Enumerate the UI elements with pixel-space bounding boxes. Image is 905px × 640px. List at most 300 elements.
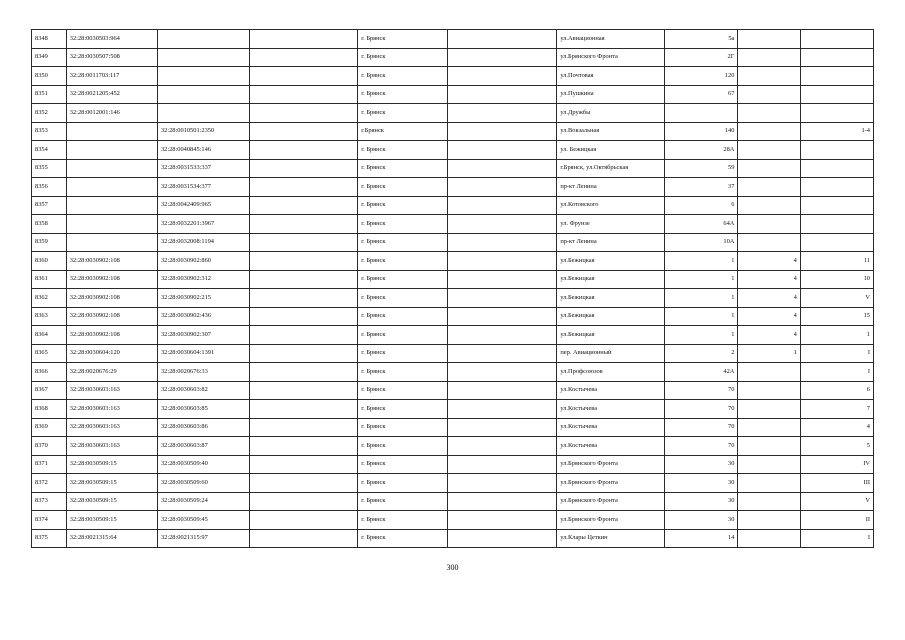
street-cell: ул.Брянского Фронта [557,455,665,474]
building-number-cell [738,381,800,400]
house-number-cell: 30 [665,474,738,493]
cadastral-number-object-cell: 32:28:0032008:1194 [157,233,249,252]
street-cell: ул.Костычева [557,437,665,456]
cadastral-number-parcel-cell [66,159,157,178]
table-row [32,492,874,511]
cadastral-number-parcel-cell: 32:28:0011703:117 [66,67,157,86]
registry-table [31,29,874,548]
city-cell: г. Брянск [358,437,448,456]
house-number-cell: 1 [665,252,738,271]
street-cell: ул.Клары Цеткин [557,529,665,548]
col-empty-b-cell [448,252,557,271]
city-cell: г. Брянск [358,326,448,345]
col-empty-a-cell [250,437,358,456]
city-cell: г. Брянск [358,289,448,308]
city-cell: г. Брянск [358,418,448,437]
building-number-cell [738,233,800,252]
city-cell: г. Брянск [358,104,448,123]
street-cell: ул.Котовского [557,196,665,215]
city-cell: г. Брянск [358,215,448,234]
row-number-cell: 8348 [32,30,67,49]
apartment-number-cell: 1-4 [800,122,873,141]
cadastral-number-object-cell: 32:28:0030509:60 [157,474,249,493]
city-cell: г. Брянск [358,196,448,215]
table-row [32,233,874,252]
building-number-cell [738,85,800,104]
cadastral-number-object-cell [157,67,249,86]
cadastral-number-object-cell: 32:28:0030902:860 [157,252,249,271]
col-empty-b-cell [448,196,557,215]
table-row [32,270,874,289]
table-row [32,289,874,308]
cadastral-number-object-cell: 32:28:0030902:312 [157,270,249,289]
cadastral-number-object-cell: 32:28:0030603:82 [157,381,249,400]
city-cell: г. Брянск [358,270,448,289]
row-number-cell: 8363 [32,307,67,326]
col-empty-a-cell [250,159,358,178]
table-row [32,363,874,382]
col-empty-b-cell [448,400,557,419]
building-number-cell [738,215,800,234]
col-empty-b-cell [448,529,557,548]
col-empty-a-cell [250,400,358,419]
col-empty-a-cell [250,307,358,326]
col-empty-a-cell [250,344,358,363]
col-empty-a-cell [250,215,358,234]
cadastral-number-parcel-cell: 32:28:0030902:108 [66,289,157,308]
apartment-number-cell: III [800,474,873,493]
row-number-cell: 8373 [32,492,67,511]
cadastral-number-object-cell: 32:28:0040845:146 [157,141,249,160]
street-cell: ул.Брянского Фронта [557,492,665,511]
row-number-cell: 8349 [32,48,67,67]
col-empty-b-cell [448,67,557,86]
street-cell: ул.Брянского Фронта [557,48,665,67]
cadastral-number-parcel-cell: 32:28:0021205:452 [66,85,157,104]
col-empty-a-cell [250,418,358,437]
city-cell: г. Брянск [358,511,448,530]
cadastral-number-parcel-cell: 32:28:0030509:15 [66,511,157,530]
building-number-cell [738,122,800,141]
house-number-cell: 1 [665,289,738,308]
cadastral-number-parcel-cell: 32:28:0030604:120 [66,344,157,363]
cadastral-number-object-cell: 32:28:0030902:307 [157,326,249,345]
building-number-cell [738,67,800,86]
building-number-cell [738,474,800,493]
table-row [32,455,874,474]
street-cell: ул.Пушкина [557,85,665,104]
building-number-cell [738,48,800,67]
apartment-number-cell: I [800,363,873,382]
table-row [32,178,874,197]
cadastral-number-object-cell: 32:28:0030509:40 [157,455,249,474]
apartment-number-cell [800,178,873,197]
cadastral-number-parcel-cell: 32:28:0030509:15 [66,492,157,511]
cadastral-number-object-cell: 32:28:0030603:87 [157,437,249,456]
apartment-number-cell [800,215,873,234]
col-empty-a-cell [250,104,358,123]
col-empty-b-cell [448,30,557,49]
table-row [32,141,874,160]
cadastral-number-object-cell: 32:28:0031533:337 [157,159,249,178]
table-row [32,418,874,437]
city-cell: г. Брянск [358,363,448,382]
apartment-number-cell: 11 [800,252,873,271]
col-empty-b-cell [448,363,557,382]
street-cell: ул.Костычева [557,400,665,419]
cadastral-number-object-cell: 32:28:0030604:1391 [157,344,249,363]
col-empty-b-cell [448,141,557,160]
building-number-cell [738,529,800,548]
apartment-number-cell: V [800,492,873,511]
table-row [32,381,874,400]
house-number-cell: 70 [665,418,738,437]
city-cell: г. Брянск [358,141,448,160]
house-number-cell: 64А [665,215,738,234]
house-number-cell [665,104,738,123]
row-number-cell: 8354 [32,141,67,160]
table-row [32,196,874,215]
row-number-cell: 8364 [32,326,67,345]
cadastral-number-parcel-cell: 32:28:0030603:163 [66,437,157,456]
apartment-number-cell [800,85,873,104]
city-cell: г. Брянск [358,307,448,326]
city-cell: г. Брянск [358,48,448,67]
cadastral-number-parcel-cell [66,122,157,141]
building-number-cell [738,178,800,197]
house-number-cell: 2 [665,344,738,363]
house-number-cell: 14 [665,529,738,548]
col-empty-b-cell [448,307,557,326]
cadastral-number-object-cell [157,30,249,49]
street-cell: ул.Дружбы [557,104,665,123]
apartment-number-cell: V [800,289,873,308]
city-cell: г. Брянск [358,381,448,400]
table-row [32,215,874,234]
city-cell: г. Брянск [358,159,448,178]
street-cell: ул. Бежицкая [557,141,665,160]
cadastral-number-parcel-cell: 32:28:0030902:108 [66,307,157,326]
col-empty-a-cell [250,363,358,382]
street-cell: ул.Бежицкая [557,252,665,271]
row-number-cell: 8372 [32,474,67,493]
city-cell: г. Брянск [358,30,448,49]
table-row [32,48,874,67]
col-empty-a-cell [250,178,358,197]
col-empty-b-cell [448,326,557,345]
apartment-number-cell: 10 [800,270,873,289]
table-row [32,511,874,530]
cadastral-number-parcel-cell: 32:28:0030902:108 [66,326,157,345]
city-cell: г. Брянск [358,529,448,548]
house-number-cell: 37 [665,178,738,197]
cadastral-number-object-cell: 32:28:0021315:97 [157,529,249,548]
street-cell: ул.Бежицкая [557,326,665,345]
house-number-cell: 70 [665,381,738,400]
street-cell: г.Брянск, ул.Октябрьская [557,159,665,178]
house-number-cell: 30 [665,511,738,530]
street-cell: ул.Костычева [557,381,665,400]
col-empty-b-cell [448,215,557,234]
apartment-number-cell [800,30,873,49]
apartment-number-cell: IV [800,455,873,474]
apartment-number-cell: I [800,344,873,363]
row-number-cell: 8367 [32,381,67,400]
street-cell: ул.Вокзальная [557,122,665,141]
house-number-cell: 59 [665,159,738,178]
col-empty-a-cell [250,252,358,271]
building-number-cell: 4 [738,252,800,271]
apartment-number-cell: I [800,529,873,548]
row-number-cell: 8355 [32,159,67,178]
building-number-cell: 1 [738,344,800,363]
building-number-cell [738,196,800,215]
house-number-cell: 5а [665,30,738,49]
table-row [32,67,874,86]
row-number-cell: 8359 [32,233,67,252]
row-number-cell: 8362 [32,289,67,308]
row-number-cell: 8351 [32,85,67,104]
row-number-cell: 8353 [32,122,67,141]
cadastral-number-parcel-cell: 32:28:0030603:163 [66,381,157,400]
cadastral-number-parcel-cell: 32:28:0030902:108 [66,270,157,289]
table-row [32,104,874,123]
cadastral-number-parcel-cell: 32:28:0030509:15 [66,474,157,493]
cadastral-number-parcel-cell: 32:28:0030603:163 [66,418,157,437]
cadastral-number-object-cell: 32:28:0010501:2350 [157,122,249,141]
building-number-cell [738,511,800,530]
building-number-cell: 4 [738,307,800,326]
col-empty-a-cell [250,492,358,511]
city-cell: г. Брянск [358,178,448,197]
building-number-cell: 4 [738,289,800,308]
building-number-cell [738,400,800,419]
table-row [32,159,874,178]
col-empty-a-cell [250,289,358,308]
city-cell: г. Брянск [358,344,448,363]
house-number-cell: 1 [665,307,738,326]
col-empty-a-cell [250,30,358,49]
col-empty-a-cell [250,381,358,400]
city-cell: г. Брянск [358,474,448,493]
cadastral-number-object-cell: 32:28:0030603:86 [157,418,249,437]
table-row [32,529,874,548]
col-empty-b-cell [448,178,557,197]
cadastral-number-parcel-cell: 32:28:0020676:29 [66,363,157,382]
col-empty-a-cell [250,67,358,86]
col-empty-b-cell [448,455,557,474]
street-cell: ул.Бежицкая [557,289,665,308]
apartment-number-cell [800,233,873,252]
house-number-cell: 42А [665,363,738,382]
col-empty-b-cell [448,474,557,493]
col-empty-b-cell [448,233,557,252]
street-cell: пр-кт Ленина [557,178,665,197]
apartment-number-cell [800,48,873,67]
apartment-number-cell [800,67,873,86]
table-row [32,85,874,104]
table-row [32,252,874,271]
col-empty-a-cell [250,326,358,345]
row-number-cell: 8365 [32,344,67,363]
apartment-number-cell [800,104,873,123]
city-cell: г. Брянск [358,492,448,511]
cadastral-number-parcel-cell: 32:28:0030503:964 [66,30,157,49]
col-empty-a-cell [250,455,358,474]
street-cell: ул.Почтовая [557,67,665,86]
cadastral-number-object-cell: 32:28:0030902:215 [157,289,249,308]
house-number-cell: 140 [665,122,738,141]
row-number-cell: 8361 [32,270,67,289]
cadastral-number-parcel-cell [66,215,157,234]
cadastral-number-parcel-cell [66,178,157,197]
apartment-number-cell: II [800,511,873,530]
apartment-number-cell: 15 [800,307,873,326]
street-cell: ул.Бежицкая [557,307,665,326]
col-empty-b-cell [448,344,557,363]
row-number-cell: 8366 [32,363,67,382]
table-row [32,400,874,419]
house-number-cell: 70 [665,437,738,456]
cadastral-number-parcel-cell: 32:28:0030507:508 [66,48,157,67]
col-empty-b-cell [448,159,557,178]
table-row [32,344,874,363]
row-number-cell: 8374 [32,511,67,530]
cadastral-number-object-cell: 32:28:0042409:965 [157,196,249,215]
row-number-cell: 8358 [32,215,67,234]
city-cell: г. Брянск [358,233,448,252]
cadastral-number-object-cell: 32:28:0030509:24 [157,492,249,511]
house-number-cell: 6 [665,196,738,215]
cadastral-number-object-cell: 32:28:0030509:45 [157,511,249,530]
cadastral-number-object-cell: 32:28:0030603:85 [157,400,249,419]
building-number-cell [738,104,800,123]
street-cell: ул.Брянского Фронта [557,474,665,493]
cadastral-number-parcel-cell: 32:28:0030902:108 [66,252,157,271]
house-number-cell: 1 [665,270,738,289]
apartment-number-cell: 6 [800,381,873,400]
cadastral-number-parcel-cell [66,196,157,215]
col-empty-a-cell [250,141,358,160]
street-cell: ул. Фрунзе [557,215,665,234]
page-number: 300 [446,563,459,572]
table-body [32,30,874,548]
row-number-cell: 8369 [32,418,67,437]
col-empty-b-cell [448,418,557,437]
col-empty-b-cell [448,104,557,123]
row-number-cell: 8350 [32,67,67,86]
col-empty-b-cell [448,437,557,456]
col-empty-a-cell [250,196,358,215]
col-empty-b-cell [448,48,557,67]
row-number-cell: 8371 [32,455,67,474]
house-number-cell: 28А [665,141,738,160]
house-number-cell: 120 [665,67,738,86]
row-number-cell: 8375 [32,529,67,548]
cadastral-number-parcel-cell: 32:28:0030603:163 [66,400,157,419]
col-empty-b-cell [448,122,557,141]
building-number-cell [738,363,800,382]
house-number-cell: 1 [665,326,738,345]
building-number-cell [738,30,800,49]
house-number-cell: 30 [665,455,738,474]
city-cell: г. Брянск [358,455,448,474]
cadastral-number-object-cell: 32:28:0030902:436 [157,307,249,326]
apartment-number-cell [800,159,873,178]
cadastral-number-parcel-cell: 32:28:0021315:64 [66,529,157,548]
table-row [32,30,874,49]
street-cell: ул.Брянского Фронта [557,511,665,530]
col-empty-b-cell [448,381,557,400]
col-empty-a-cell [250,474,358,493]
row-number-cell: 8368 [32,400,67,419]
col-empty-a-cell [250,85,358,104]
cadastral-number-object-cell: 32:28:0032201:3967 [157,215,249,234]
house-number-cell: 70 [665,400,738,419]
cadastral-number-object-cell [157,48,249,67]
apartment-number-cell: 7 [800,400,873,419]
apartment-number-cell: 5 [800,437,873,456]
col-empty-a-cell [250,270,358,289]
col-empty-b-cell [448,511,557,530]
apartment-number-cell: 1 [800,326,873,345]
col-empty-a-cell [250,233,358,252]
city-cell: г. Брянск [358,252,448,271]
table-row [32,122,874,141]
street-cell: пер. Авиационный [557,344,665,363]
cadastral-number-object-cell [157,85,249,104]
cadastral-number-object-cell: 32:28:0020676:33 [157,363,249,382]
building-number-cell: 4 [738,326,800,345]
street-cell: ул.Бежицкая [557,270,665,289]
street-cell: пр-кт Ленина [557,233,665,252]
apartment-number-cell: 4 [800,418,873,437]
table-row [32,474,874,493]
row-number-cell: 8356 [32,178,67,197]
cadastral-number-parcel-cell [66,141,157,160]
row-number-cell: 8360 [32,252,67,271]
col-empty-a-cell [250,48,358,67]
building-number-cell: 4 [738,270,800,289]
building-number-cell [738,141,800,160]
house-number-cell: 2Г [665,48,738,67]
city-cell: г. Брянск [358,400,448,419]
col-empty-b-cell [448,492,557,511]
street-cell: ул.Костычева [557,418,665,437]
table-row [32,326,874,345]
col-empty-a-cell [250,529,358,548]
apartment-number-cell [800,141,873,160]
building-number-cell [738,418,800,437]
street-cell: ул.Профсоюзов [557,363,665,382]
building-number-cell [738,159,800,178]
house-number-cell: 67 [665,85,738,104]
apartment-number-cell [800,196,873,215]
row-number-cell: 8357 [32,196,67,215]
table-row [32,307,874,326]
cadastral-number-object-cell: 32:28:0031534:377 [157,178,249,197]
cadastral-number-parcel-cell: 32:28:0030509:15 [66,455,157,474]
house-number-cell: 30 [665,492,738,511]
building-number-cell [738,492,800,511]
row-number-cell: 8352 [32,104,67,123]
row-number-cell: 8370 [32,437,67,456]
cadastral-number-parcel-cell: 32:28:0012001:146 [66,104,157,123]
table-row [32,437,874,456]
city-cell: г. Брянск [358,67,448,86]
cadastral-number-object-cell [157,104,249,123]
city-cell: г. Брянск [358,85,448,104]
